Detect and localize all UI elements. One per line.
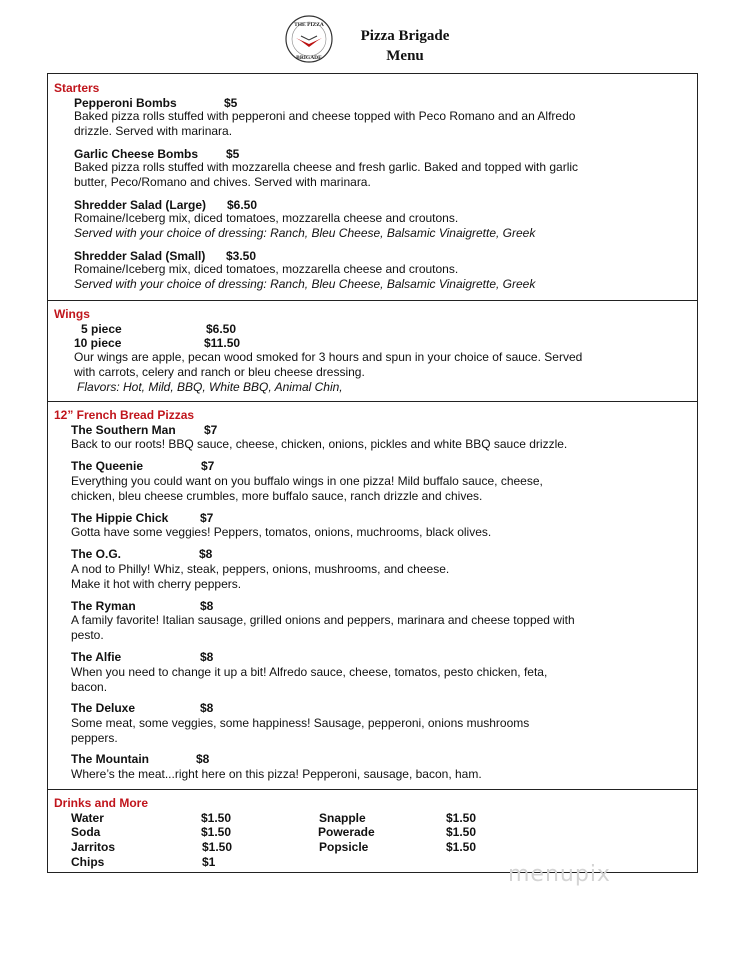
wings-description xyxy=(74,350,684,395)
desc-line: Our wings are apple, pecan wood smoked for 3 hours and spun in your choice of sauce. Served xyxy=(74,350,583,364)
desc-line: butter, Peco/Romano and chives. Served with marinara. xyxy=(74,175,371,189)
svg-text:BRIGADE: BRIGADE xyxy=(296,55,322,61)
menu-header xyxy=(0,10,740,70)
item-description xyxy=(74,211,674,241)
item-price: $7 xyxy=(204,423,218,437)
desc-line: Romaine/Iceberg mix, diced tomatoes, mozzarella cheese and croutons. xyxy=(74,211,459,225)
item-price: $8 xyxy=(199,547,213,561)
item-price: $5 xyxy=(224,96,238,110)
title-line-1: Pizza Brigade xyxy=(360,28,450,44)
section-starters xyxy=(48,74,697,300)
item-name: Shredder Salad (Large) xyxy=(74,198,207,212)
item-name: The Alfie xyxy=(71,650,122,664)
item-price: $6.50 xyxy=(227,198,258,212)
desc-line: Everything you could want on you buffalo wings in one pizza! Mild buffalo sauce, cheese, xyxy=(71,474,543,488)
drink-price: $1.50 xyxy=(446,840,477,854)
menupix-watermark: menupix xyxy=(508,862,611,887)
item-name: The Deluxe xyxy=(71,701,136,715)
section-title-drinks: Drinks and More xyxy=(54,796,149,810)
drink-name: Popsicle xyxy=(319,840,369,854)
item-description xyxy=(71,665,681,695)
svg-text:THE PIZZA: THE PIZZA xyxy=(294,22,324,28)
wing-price: $6.50 xyxy=(206,322,237,336)
desc-line: bacon. xyxy=(71,680,108,694)
desc-line: Make it hot with cherry peppers. xyxy=(71,577,242,591)
drink-price: $1.50 xyxy=(446,811,477,825)
item-description xyxy=(74,109,674,139)
pizza-brigade-logo xyxy=(284,14,334,64)
item-price: $8 xyxy=(200,650,214,664)
item-price: $7 xyxy=(201,459,215,473)
item-name: Garlic Cheese Bombs xyxy=(74,147,199,161)
drink-price: $1.50 xyxy=(201,825,232,839)
item-price: $8 xyxy=(200,599,214,613)
desc-line: peppers. xyxy=(71,731,118,745)
item-price: $7 xyxy=(200,511,214,525)
item-name: The Southern Man xyxy=(71,423,176,437)
item-name: Shredder Salad (Small) xyxy=(74,249,206,263)
drink-name: Jarritos xyxy=(71,840,116,854)
desc-line: Served with your choice of dressing: Ranch, Bleu Cheese, Balsamic Vinaigrette, Greek xyxy=(74,277,536,291)
wing-size: 10 piece xyxy=(74,336,122,350)
desc-line: pesto. xyxy=(71,628,104,642)
item-description xyxy=(71,562,681,592)
desc-line: Where’s the meat...right here on this pizza! Pepperoni, sausage, bacon, ham. xyxy=(71,767,482,781)
desc-line: Gotta have some veggies! Peppers, tomatos, onions, muchrooms, black olives. xyxy=(71,525,492,539)
section-wings xyxy=(48,300,697,401)
item-price: $5 xyxy=(226,147,240,161)
drink-price: $1.50 xyxy=(201,811,232,825)
desc-line: A family favorite! Italian sausage, grilled onions and peppers, marinara and cheese topped with xyxy=(71,613,575,627)
drink-name: Soda xyxy=(71,825,101,839)
desc-line: Back to our roots! BBQ sauce, cheese, chicken, onions, pickles and white BBQ sauce drizzle. xyxy=(71,437,568,451)
section-pizzas xyxy=(48,401,697,789)
wings-flavors: Flavors: Hot, Mild, BBQ, White BBQ, Animal Chin, xyxy=(77,380,343,394)
item-name: The Hippie Chick xyxy=(71,511,169,525)
desc-line: Baked pizza rolls stuffed with pepperoni and cheese topped with Peco Romano and an Alfredo xyxy=(74,109,576,123)
item-name: The Ryman xyxy=(71,599,136,613)
drink-price: $1.50 xyxy=(202,840,233,854)
item-description xyxy=(71,613,681,643)
item-price: $8 xyxy=(200,701,214,715)
item-description xyxy=(71,767,681,782)
desc-line: When you need to change it up a bit! Alfredo sauce, cheese, tomatos, pesto chicken, feta, xyxy=(71,665,548,679)
drink-name: Water xyxy=(71,811,104,825)
item-description xyxy=(74,160,684,190)
drink-price: $1.50 xyxy=(446,825,477,839)
desc-line: A nod to Philly! Whiz, steak, peppers, onions, mushrooms, and cheese. xyxy=(71,562,450,576)
drink-price: $1 xyxy=(202,855,216,869)
item-price: $8 xyxy=(196,752,210,766)
title-line-2: Menu xyxy=(386,48,424,64)
desc-line: Some meat, some veggies, some happiness! Sausage, pepperoni, onions mushrooms xyxy=(71,716,530,730)
item-name: Pepperoni Bombs xyxy=(74,96,177,110)
desc-line: Served with your choice of dressing: Ranch, Bleu Cheese, Balsamic Vinaigrette, Greek xyxy=(74,226,536,240)
drink-name: Snapple xyxy=(319,811,366,825)
item-price: $3.50 xyxy=(226,249,257,263)
desc-line: chicken, bleu cheese crumbles, more buffalo sauce, ranch drizzle and chives. xyxy=(71,489,483,503)
drink-name: Chips xyxy=(71,855,105,869)
desc-line: Baked pizza rolls stuffed with mozzarella cheese and fresh garlic. Baked and topped with garlic xyxy=(74,160,579,174)
drink-name: Powerade xyxy=(318,825,375,839)
item-description xyxy=(71,716,681,746)
item-name: The Queenie xyxy=(71,459,144,473)
item-description xyxy=(71,474,681,504)
desc-line: Romaine/Iceberg mix, diced tomatoes, mozzarella cheese and croutons. xyxy=(74,262,459,276)
desc-line: with carrots, celery and ranch or bleu cheese dressing. xyxy=(74,365,365,379)
wing-size: 5 piece xyxy=(81,322,122,336)
section-title-pizzas: 12” French Bread Pizzas xyxy=(54,408,195,422)
item-description xyxy=(71,437,681,452)
page-title xyxy=(340,26,470,66)
item-description xyxy=(71,525,681,540)
item-description xyxy=(74,262,674,292)
section-title-starters: Starters xyxy=(54,81,100,95)
menu-box xyxy=(47,73,698,873)
wing-price: $11.50 xyxy=(204,336,241,350)
section-title-wings: Wings xyxy=(54,307,90,321)
item-name: The O.G. xyxy=(71,547,122,561)
desc-line: drizzle. Served with marinara. xyxy=(74,124,233,138)
item-name: The Mountain xyxy=(71,752,149,766)
